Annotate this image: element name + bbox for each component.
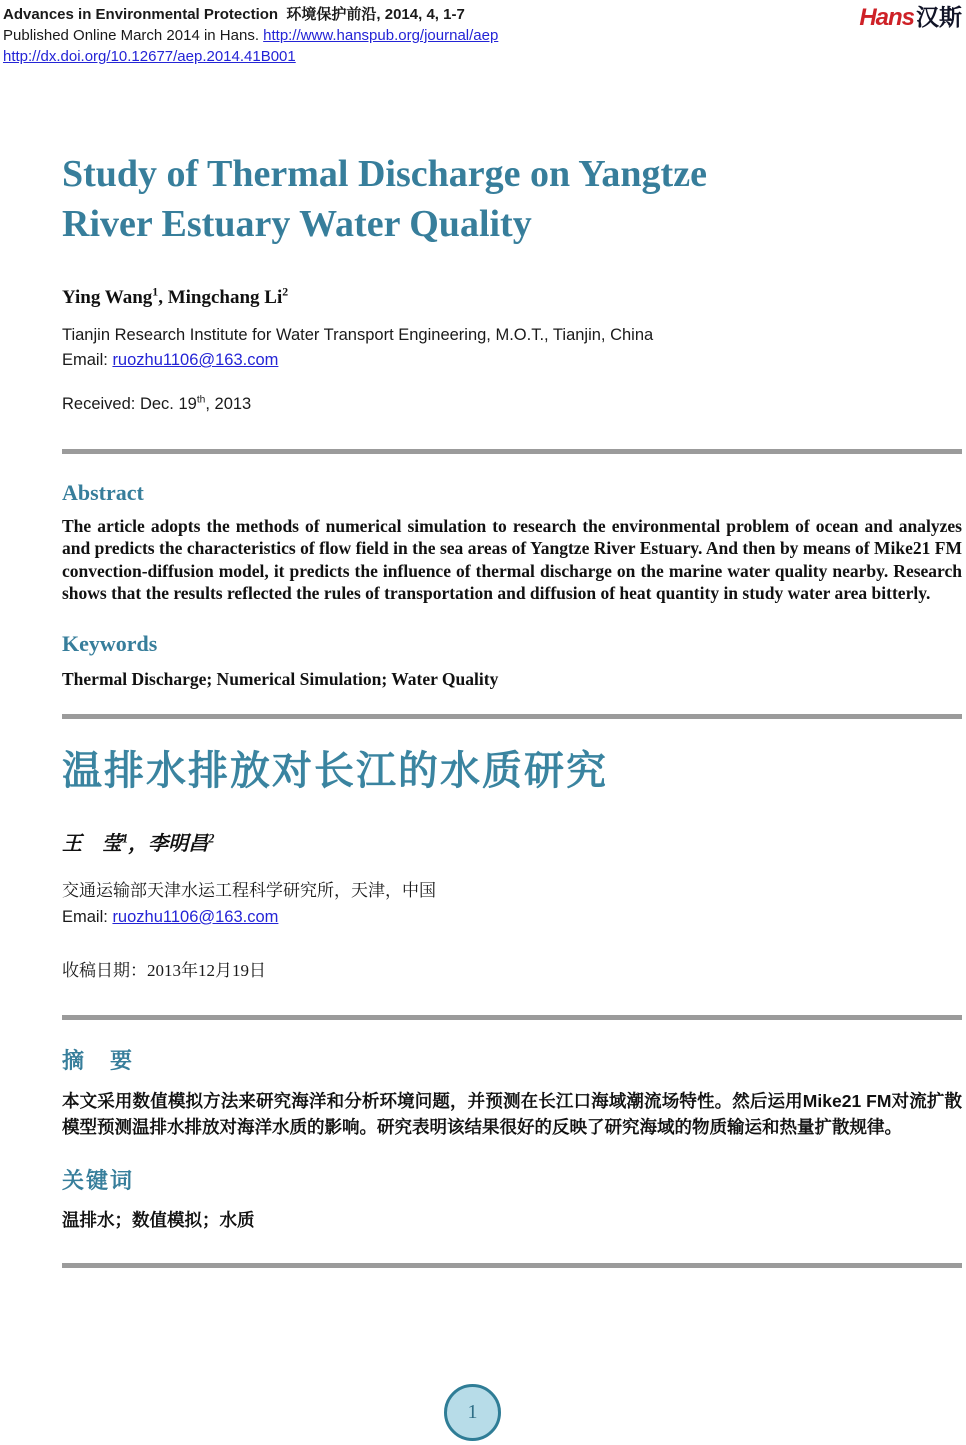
author-en-2: Mingchang Li <box>167 287 283 308</box>
received-prefix-en: Received: Dec. 19 <box>62 395 197 413</box>
received-ordinal-en: th <box>196 394 206 406</box>
abstract-heading-en: Abstract <box>62 480 144 505</box>
email-link-en[interactable]: ruozhu1106@163.com <box>112 351 279 369</box>
section-divider-4 <box>62 1263 962 1268</box>
published-online-line <box>3 25 846 46</box>
received-line-cn: 收稿日期：2013年12月19日 <box>62 960 266 980</box>
keywords-text-en: Thermal Discharge; Numerical Simulation; Water Quality <box>62 668 499 689</box>
section-divider-2 <box>62 714 962 719</box>
author-cn-1: 王 莹 <box>62 832 122 855</box>
email-label-cn: Email: <box>62 907 113 926</box>
author-en-1: Ying Wang <box>62 287 153 308</box>
email-link-cn[interactable]: ruozhu1106@163.com <box>112 907 279 926</box>
journal-citation-line <box>3 4 846 25</box>
paper-title-line1: Study of Thermal Discharge on Yangtze <box>62 153 707 195</box>
page-number: 1 <box>467 1401 478 1423</box>
abstract-text-cn: 本文采用数值模拟方法来研究海洋和分析环境问题，并预测在长江口海域潮流场特性。然后运用Mike21 FM对流扩散模型预测温排水排放对海洋水质的影响。研究表明该结果很好的反映了研究海域的物质输运和热量扩散规律。 <box>62 1090 962 1137</box>
author-cn-1-affiliation-mark: 1 <box>122 830 129 845</box>
journal-url-link[interactable]: http://www.hanspub.org/journal/aep <box>263 27 499 44</box>
email-line-en <box>62 348 962 373</box>
author-en-1-affiliation-mark: 1 <box>152 285 159 299</box>
email-line-cn <box>62 904 962 930</box>
author-cn-2: 李明昌 <box>148 832 209 855</box>
abstract-heading-cn: 摘 要 <box>62 1047 135 1073</box>
logo-latin-text: Hans <box>859 4 914 31</box>
published-online-text: Published Online March 2014 in Hans. <box>3 27 264 44</box>
journal-name-cn: 环境保护前沿, 2014, 4, 1-7 <box>286 6 465 23</box>
authors-cn <box>62 827 962 856</box>
section-divider-1 <box>62 449 962 454</box>
affiliation-en: Tianjin Research Institute for Water Transport Engineering, M.O.T., Tianjin, China <box>62 326 654 344</box>
received-suffix-en: , 2013 <box>205 395 252 413</box>
journal-name-en: Advances in Environmental Protection <box>3 6 279 23</box>
affiliation-block-cn <box>62 878 962 930</box>
keywords-heading-en: Keywords <box>62 630 158 656</box>
paper-title-line2: River Estuary Water Quality <box>62 203 532 245</box>
affiliation-cn: 交通运输部天津水运工程科学研究所，天津，中国 <box>62 880 436 900</box>
paper-content <box>62 67 962 1268</box>
keywords-heading-cn: 关键词 <box>62 1167 135 1193</box>
doi-line <box>3 46 846 67</box>
paper-title-cn: 温排水排放对长江的水质研究 <box>62 748 608 793</box>
paper-title <box>62 149 962 249</box>
authors-en <box>62 287 962 309</box>
author-cn-separator: ， <box>128 832 149 855</box>
abstract-text-en: The article adopts the methods of numerical simulation to research the environmental problem of ocean and analyzes and predicts the characteristics of flow field in the sea areas of Yangtze River Estuary. And then by means of Mike21 FM convection-diffusion model, it predicts the influence of thermal discharge on the marine water quality nearby. Research shows that the results reflected the rules of transportation and diffusion of heat quantity in study water area bitterly. <box>62 516 962 604</box>
author-en-separator: , <box>158 287 168 308</box>
journal-header <box>3 4 846 67</box>
affiliation-block-en <box>62 323 962 373</box>
hans-publisher-logo <box>859 3 962 35</box>
section-divider-3 <box>62 1015 962 1020</box>
logo-cn-text: 汉斯 <box>916 4 962 30</box>
page-number-badge <box>444 1384 501 1441</box>
received-line-en <box>62 395 962 414</box>
author-cn-2-affiliation-mark: 2 <box>208 830 215 845</box>
keywords-text-cn: 温排水；数值模拟；水质 <box>62 1209 255 1230</box>
author-en-2-affiliation-mark: 2 <box>282 285 289 299</box>
doi-url-link[interactable]: http://dx.doi.org/10.12677/aep.2014.41B001 <box>3 48 296 65</box>
email-label-en: Email: <box>62 351 113 369</box>
